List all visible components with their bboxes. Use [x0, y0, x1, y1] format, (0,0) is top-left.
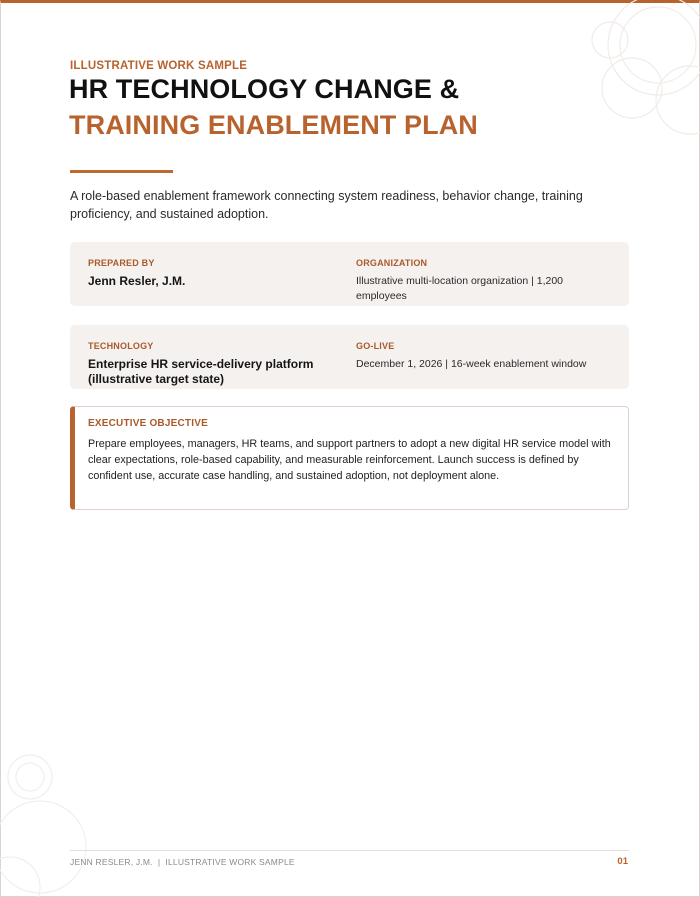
technology-value: Enterprise HR service-delivery platform (illustrative target state) [88, 357, 314, 386]
executive-objective-label: EXECUTIVE OBJECTIVE [88, 418, 208, 429]
page-number: 01 [617, 856, 628, 867]
executive-objective-text: Prepare employees, managers, HR teams, and support partners to adopt a new digital HR service model with clear expectations, role-based capability, and measurable reinforcement. Launch success is defined by confident use, accurate case handling, and sustained adoption, not deployment alone. [88, 438, 611, 482]
go-live-value: December 1, 2026 | 16-week enablement window [356, 358, 587, 370]
prepared-by-value: Jenn Resler, J.M. [88, 274, 186, 288]
meta-card-technology-golive [70, 325, 629, 389]
technology-label: TECHNOLOGY [88, 341, 154, 351]
meta-card-prepared-organization [70, 242, 629, 306]
organization-block [356, 258, 616, 304]
go-live-block [356, 341, 616, 372]
prepared-by-block [88, 258, 343, 289]
footer-divider [70, 850, 629, 851]
technology-block [88, 341, 343, 387]
footer-author-text: JENN RESLER, J.M. | ILLUSTRATIVE WORK SAMPLE [70, 857, 295, 867]
eyebrow-label: ILLUSTRATIVE WORK SAMPLE [70, 60, 248, 72]
go-live-label: GO-LIVE [356, 341, 395, 351]
page-title-line2: TRAINING ENABLEMENT PLAN [69, 110, 478, 140]
organization-value: Illustrative multi-location organization | 1,200 employees [356, 275, 564, 302]
organization-label: ORGANIZATION [356, 258, 428, 268]
page-title-line1: HR TECHNOLOGY CHANGE & [69, 74, 460, 104]
accent-rule [70, 170, 173, 173]
executive-objective-callout [70, 406, 629, 510]
prepared-by-label: PREPARED BY [88, 258, 155, 268]
intro-paragraph: A role-based enablement framework connecting system readiness, behavior change, training proficiency, and sustained adoption. [70, 189, 583, 221]
